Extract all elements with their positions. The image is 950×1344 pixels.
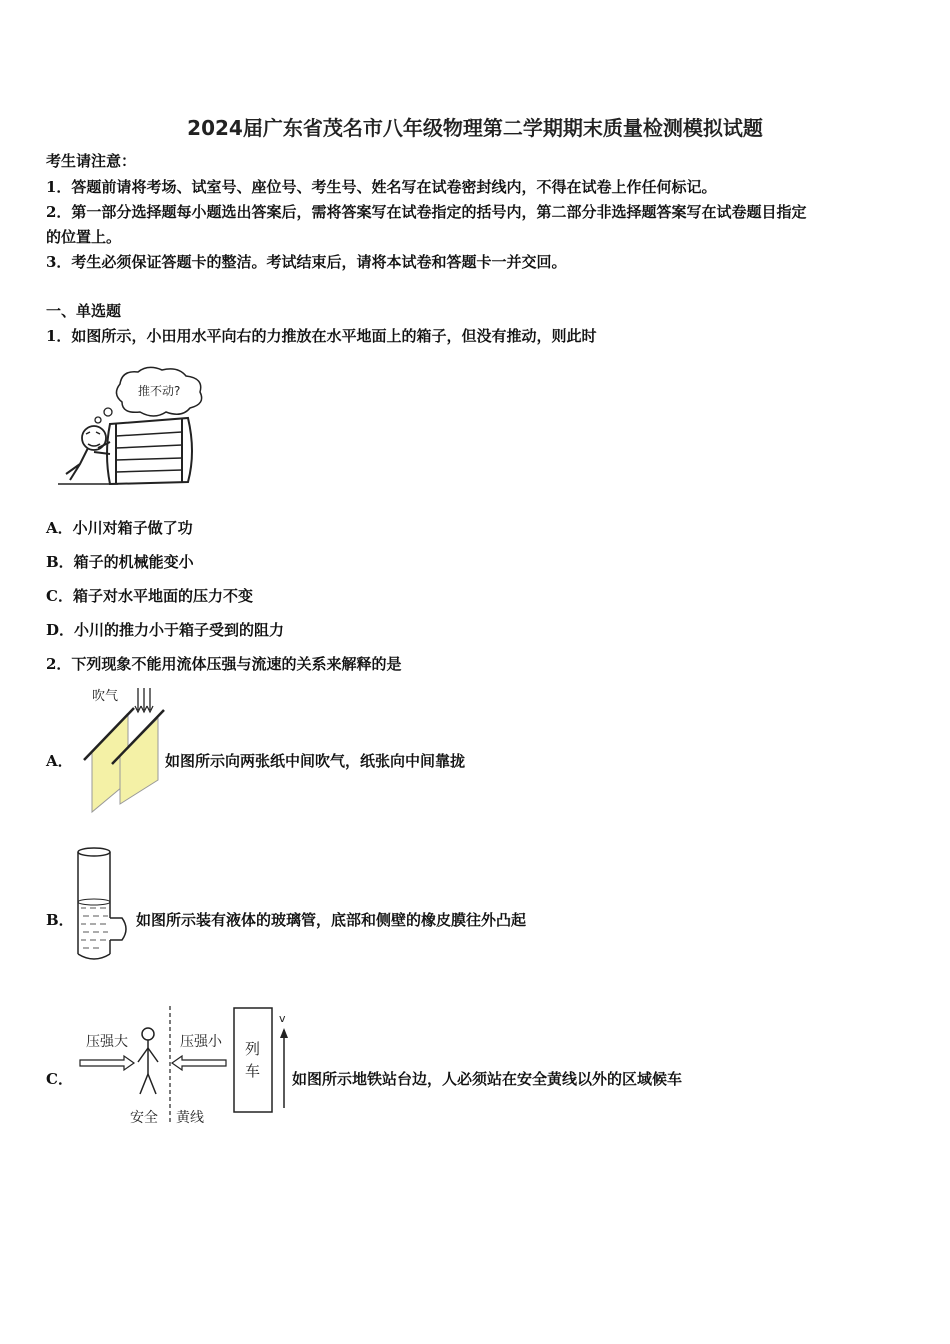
train-label-1: 列 [245, 1040, 261, 1058]
q1-option-b: B．箱子的机械能变小 [46, 553, 194, 571]
q1-option-c: C．箱子对水平地面的压力不变 [46, 587, 253, 605]
q2-figure-paper-blow [80, 684, 170, 816]
question-2-stem: 2．下列现象不能用流体压强与流速的关系来解释的是 [46, 655, 402, 673]
q1-option-d: D．小川的推力小于箱子受到的阻力 [46, 621, 285, 639]
blow-label: 吹气 [92, 689, 119, 704]
q2-option-b-text: 如图所示装有液体的玻璃管，底部和侧壁的橡皮膜往外凸起 [136, 911, 527, 929]
velocity-label: v [279, 1012, 286, 1025]
notice-item-2: 2．第一部分选择题每小题选出答案后，需将答案写在试卷指定的括号内，第二部分非选择题答案写在试卷题目指定 [46, 203, 807, 221]
q2-option-b-letter: B． [46, 911, 74, 929]
notice-item-1: 1．答题前请将考场、试室号、座位号、考生号、姓名写在试卷密封线内，不得在试卷上作任何标记。 [46, 178, 717, 196]
question-1-stem: 1．如图所示，小田用水平向右的力推放在水平地面上的箱子，但没有推动，则此时 [46, 327, 597, 345]
train-label-2: 车 [245, 1062, 261, 1080]
q2-figure-subway-platform [74, 1004, 296, 1130]
q2-figure-glass-tube [72, 846, 136, 966]
page-title: 2024届广东省茂名市八年级物理第二学期期末质量检测模拟试题 [187, 116, 763, 140]
q1-option-a: A．小川对箱子做了功 [46, 519, 193, 537]
q2-option-c-letter: C． [46, 1070, 73, 1088]
low-pressure-label: 压强小 [180, 1034, 222, 1050]
bubble-text: 推不动? [138, 384, 181, 398]
notice-item-3: 3．考生必须保证答题卡的整洁。考试结束后，请将本试卷和答题卡一并交回。 [46, 253, 567, 271]
section-heading: 一、单选题 [46, 302, 122, 320]
q2-option-c-text: 如图所示地铁站台边，人必须站在安全黄线以外的区域候车 [292, 1070, 683, 1088]
safety-label: 安全 [130, 1110, 158, 1126]
high-pressure-label: 压强大 [86, 1034, 128, 1050]
q1-figure-push-crate [58, 362, 218, 490]
notice-item-2-cont: 的位置上。 [46, 228, 122, 246]
notice-heading: 考生请注意： [46, 152, 137, 170]
yellow-line-label: 黄线 [176, 1110, 204, 1126]
q2-option-a-letter: A． [46, 752, 73, 770]
q2-option-a-text: 如图所示向两张纸中间吹气，纸张向中间靠拢 [165, 752, 466, 770]
